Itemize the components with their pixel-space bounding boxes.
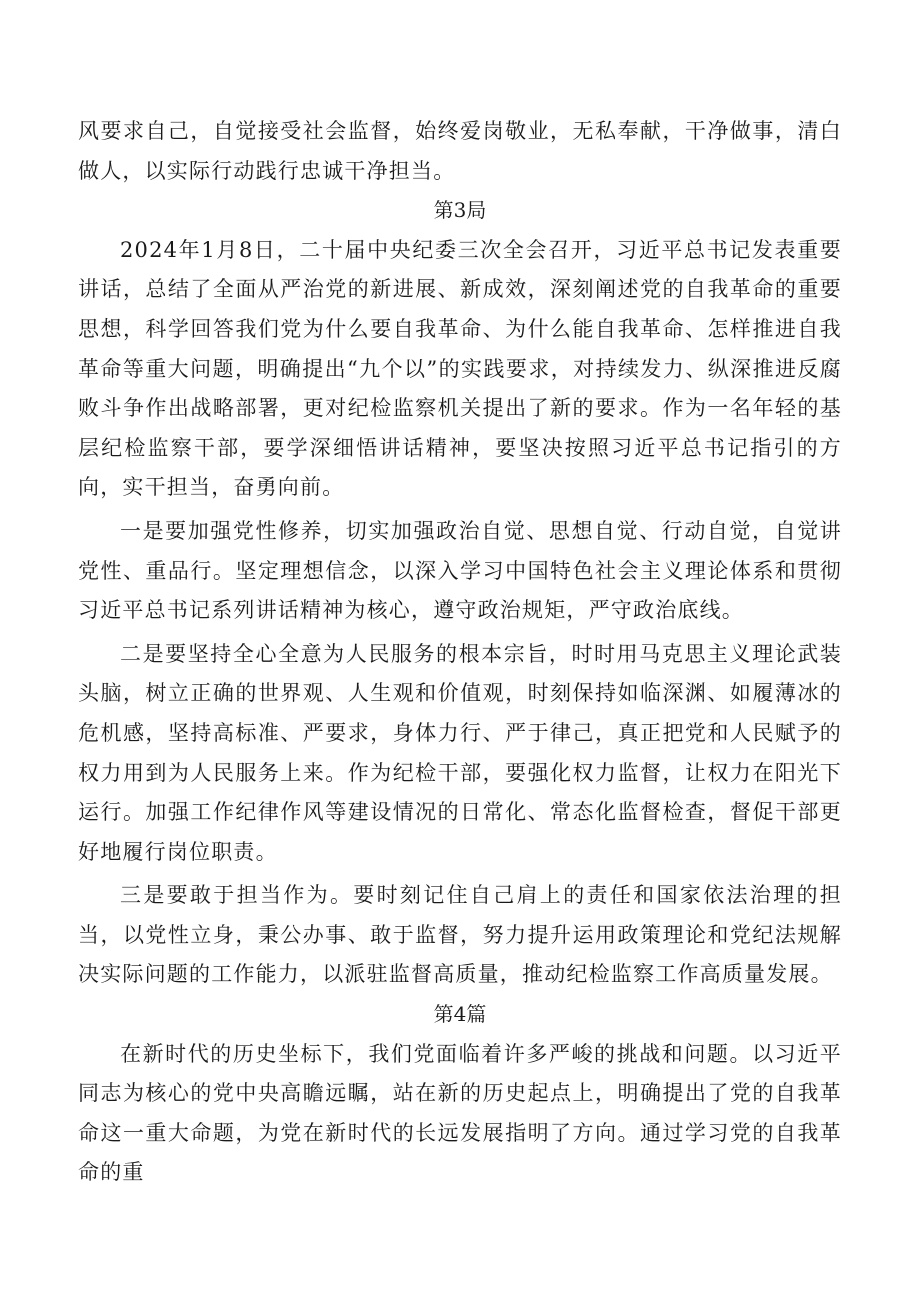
paragraph-section3-intro: 2024年1月8日，二十届中央纪委三次全会召开，习近平总书记发表重要讲话，总结了全面从严治党的新进展、新成效，深刻阐述党的自我革命的重要思想，科学回答我们党为什么要自我革命、为什么能自我革命、怎样推进自我革命等重大问题，明确提出“九个以”的实践要求，对持续发力、纵深推进反腐败斗争作出战略部署，更对纪检监察机关提出了新的要求。作为一名年轻的基层纪检监察干部，要学深细悟讲话精神，要坚决按照习近平总书记指引的方向，实干担当，奋勇向前。 (78, 237, 842, 500)
paragraph-point-two: 二是要坚持全心全意为人民服务的根本宗旨，时时用马克思主义理论武装头脑，树立正确的世界观、人生观和价值观，时刻保持如临深渊、如履薄冰的危机感，坚持高标准、严要求，身体力行、严于律己，真正把党和人民赋予的权力用到为人民服务上来。作为纪检干部，要强化权力监督，让权力在阳光下运行。加强工作纪律作风等建设情况的日常化、常态化监督检查，督促干部更好地履行岗位职责。 (78, 641, 842, 864)
paragraph-section4-intro: 在新时代的历史坐标下，我们党面临着许多严峻的挑战和问题。以习近平同志为核心的党中央高瞻远瞩，站在新的历史起点上，明确提出了党的自我革命这一重大命题，为党在新时代的长远发展指明了方向。通过学习党的自我革命的重 (78, 1041, 842, 1185)
paragraph-point-three: 三是要敢于担当作为。要时刻记住自己肩上的责任和国家依法治理的担当，以党性立身，秉公办事、敢于监督，努力提升运用政策理论和党纪法规解决实际问题的工作能力，以派驻监督高质量，推动纪检监察工作高质量发展。 (78, 883, 842, 987)
section-heading-4: 第4篇 (433, 1002, 487, 1027)
paragraph-point-one: 一是要加强党性修养，切实加强政治自觉、思想自觉、行动自觉，自觉讲党性、重品行。坚定理想信念，以深入学习中国特色社会主义理论体系和贯彻习近平总书记系列讲话精神为核心，遵守政治规矩，严守政治底线。 (78, 518, 842, 623)
paragraph-continuation: 风要求自己，自觉接受社会监督，始终爱岗敬业，无私奉献，干净做事，清白做人，以实际行动践行忠诚干净担当。 (78, 119, 842, 183)
section-heading-3: 第3局 (433, 198, 487, 223)
